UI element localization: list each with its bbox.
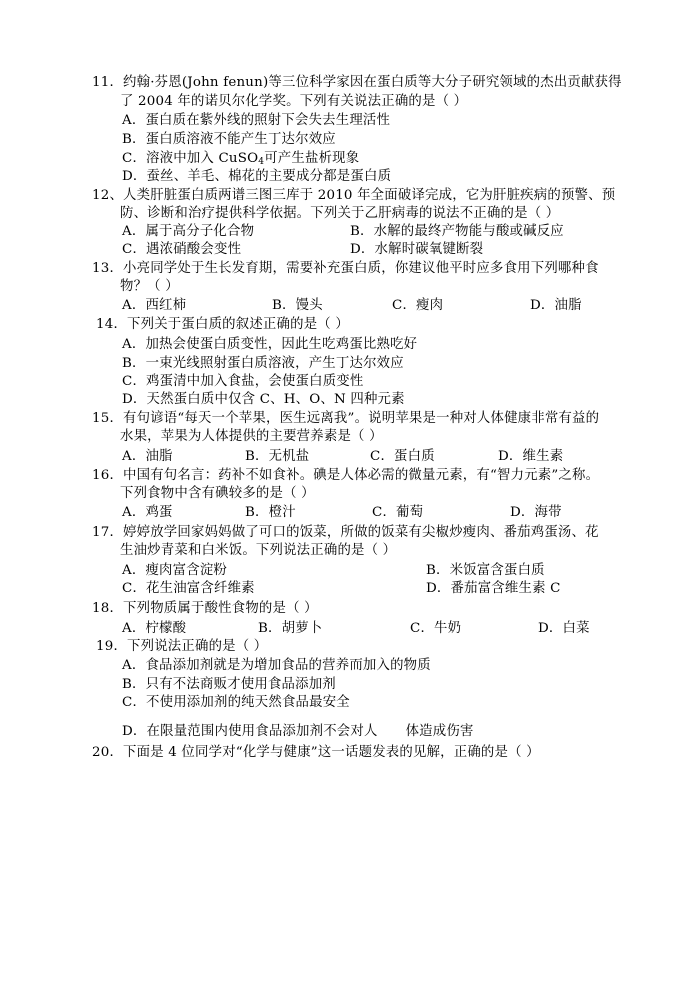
question-13-option-a: A．西红柿 [122,298,187,313]
question-18-option-a: A．柠檬酸 [122,621,187,636]
question-16-option-a: A．鸡蛋 [122,505,173,520]
question-17-option-d: D．番茄富含维生素 C [426,581,561,596]
question-13-option-c: C．瘦肉 [392,298,444,313]
option-c-text-part-1: C．溶液中加入 CuSO [122,151,259,166]
sulfate-subscript: 4 [258,157,265,167]
question-12-stem-line-1: 12、人类肝脏蛋白质两谱三图三库于 2010 年全面破译完成，它为肝脏疾病的预警、预 [92,188,616,203]
question-17-stem-line-2: 生油炒青菜和白米饭。下列说法正确的是（ ） [120,543,397,558]
question-20-stem: 20．下面是 4 位同学对“化学与健康”这一话题发表的见解，正确的是（ ） [92,745,540,760]
option-d-text-part-2: 体造成伤害 [405,724,474,739]
question-14-option-c: C．鸡蛋清中加入食盐，会使蛋白质变性 [122,374,364,389]
question-18-stem: 18．下列物质属于酸性食物的是（ ） [92,601,318,616]
question-16-option-d: D．海带 [510,505,562,520]
question-15-stem-line-1: 15．有句谚语“每天一个苹果，医生远离我”。说明苹果是一种对人体健康非常有益的 [92,411,600,426]
question-14-option-a: A．加热会使蛋白质变性，因此生吃鸡蛋比熟吃好 [122,337,418,352]
option-d-text-part-1: D．在限量范围内使用食品添加剂不会对人 [122,724,378,739]
question-19-option-a: A．食品添加剂就是为增加食品的营养而加入的物质 [122,658,431,673]
question-19-stem: 19．下列说法正确的是（ ） [96,639,268,654]
question-15-option-d: D．维生素 [498,449,564,464]
question-12-option-a: A．属于高分子化合物 [122,224,255,239]
question-16-option-b: B．橙汁 [245,505,296,520]
question-18-option-b: B．胡萝卜 [258,621,323,636]
question-15-option-c: C．蛋白质 [370,449,435,464]
question-17-option-b: B．米饭富含蛋白质 [426,563,545,578]
question-11-option-b: B．蛋白质溶液不能产生丁达尔效应 [122,132,336,147]
question-16-stem-line-1: 16．中国有句名言：药补不如食补。碘是人体必需的微量元素，有“智力元素”之称。 [92,468,600,483]
question-19-option-c: C．不使用添加剂的纯天然食品最安全 [122,695,350,710]
question-12-option-c: C．遇浓硝酸会变性 [122,242,242,257]
question-13-option-d: D．油脂 [530,298,582,313]
question-11-option-c [122,150,359,168]
question-11-option-d: D．蚕丝、羊毛、棉花的主要成分都是蛋白质 [122,169,392,184]
question-15-option-b: B．无机盐 [245,449,310,464]
question-18-option-d: D．白菜 [538,621,590,636]
question-14-option-b: B．一束光线照射蛋白质溶液，产生丁达尔效应 [122,356,404,371]
question-12-option-d: D．水解时碳氧键断裂 [350,242,484,257]
question-19-option-b: B．只有不法商贩才使用食品添加剂 [122,677,336,692]
question-16-stem-line-2: 下列食物中含有碘较多的是（ ） [120,486,315,501]
question-12-stem-line-2: 防、诊断和治疗提供科学依据。下列关于乙肝病毒的说法不正确的是（ ） [120,206,560,221]
question-15-option-a: A．油脂 [122,449,173,464]
option-c-text-part-2: 可产生盐析现象 [264,151,360,166]
question-13-stem-line-1: 13．小亮同学处于生长发育期，需要补充蛋白质，你建议他平时应多食用下列哪种食 [92,261,599,276]
question-11-stem-line-1: 11．约翰·芬恩(John fenun)等三位科学家因在蛋白质等大分子研究领域的杰出贡献获得 [92,75,622,90]
question-15-stem-line-2: 水果，苹果为人体提供的主要营养素是（ ） [120,429,383,444]
question-19-option-d [122,723,474,741]
question-17-stem-line-1: 17．婷婷放学回家妈妈做了可口的饭菜，所做的饭菜有尖椒炒瘦肉、番茄鸡蛋汤、花 [92,525,599,540]
question-14-stem: 14．下列关于蛋白质的叙述正确的是（ ） [96,317,349,332]
question-14-option-d: D．天然蛋白质中仅含 C、H、O、N 四种元素 [122,392,405,407]
question-17-option-c: C．花生油富含纤维素 [122,581,255,596]
question-18-option-c: C．牛奶 [410,621,462,636]
question-16-option-c: C．葡萄 [372,505,424,520]
question-11-stem-line-2: 了 2004 年的诺贝尔化学奖。下列有关说法正确的是（ ） [120,94,468,109]
question-13-stem-line-2: 物？（ ） [120,279,179,294]
question-12-option-b: B．水解的最终产物能与酸或碱反应 [350,224,564,239]
question-13-option-b: B．馒头 [272,298,323,313]
question-11-option-a: A．蛋白质在紫外线的照射下会失去生理活性 [122,113,391,128]
question-17-option-a: A．瘦肉富含淀粉 [122,563,228,578]
